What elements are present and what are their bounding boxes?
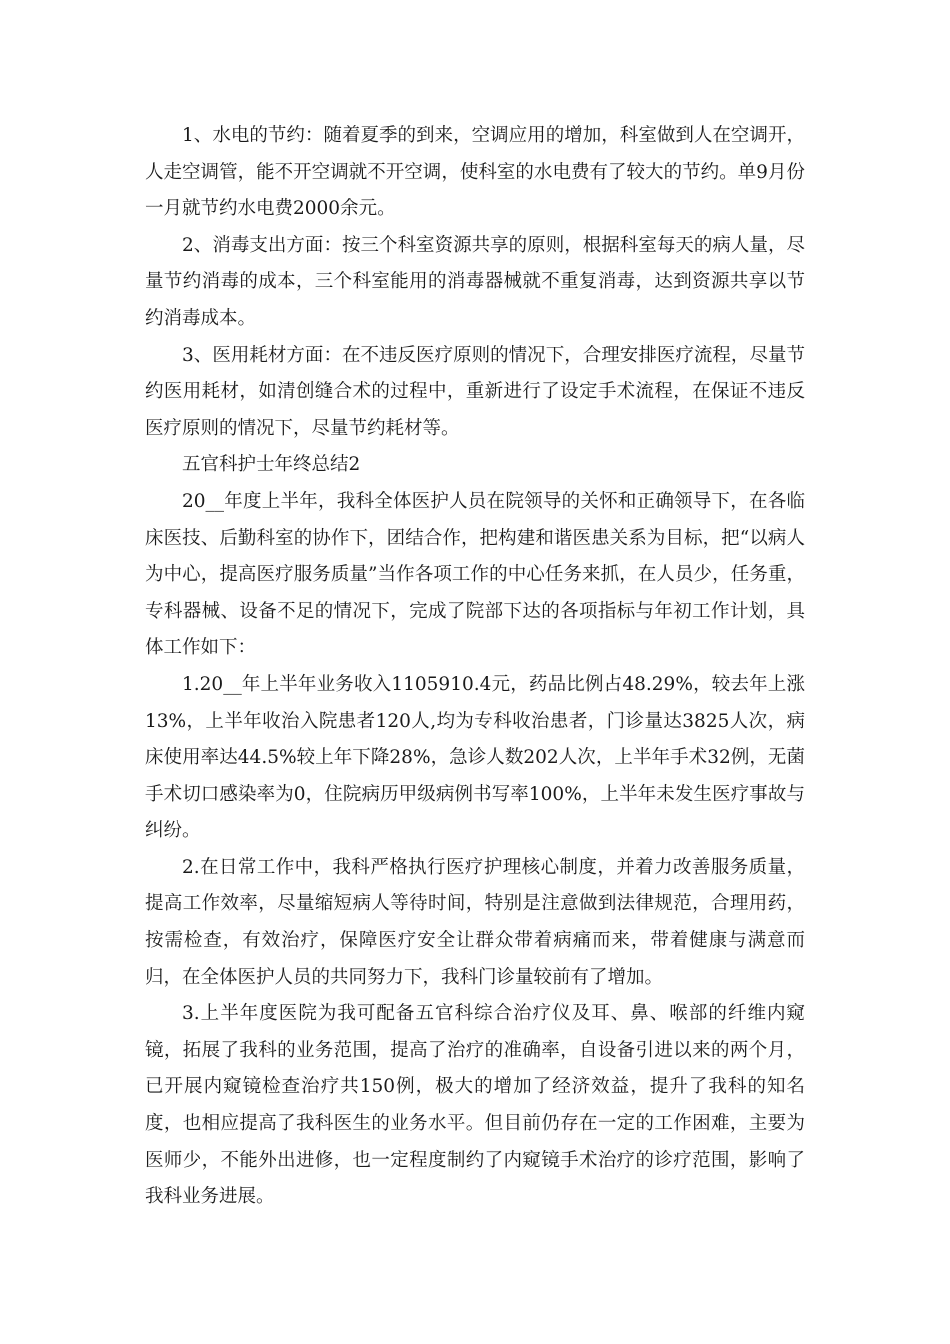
paragraph-disinfection-cost: 2、消毒支出方面：按三个科室资源共享的原则，根据科室每天的病人量，尽量节约消毒的成本，三个科室能用的消毒器械就不重复消毒，达到资源共享以节约消毒成本。 xyxy=(145,234,805,329)
paragraph-item-3: 3.上半年度医院为我可配备五官科综合治疗仪及耳、鼻、喉部的纤维内窥镜，拓展了我科的业务范围，提高了治疗的准确率，自设备引进以来的两个月，已开展内窥镜检查治疗共150例，极大的增加了经济效益，提升了我科的知名度，也相应提高了我科医生的业务水平。但目前仍存在一定的工作困难，主要为医师少，不能外出进修，也一定程度制约了内窥镜手术治疗的诊疗范围，影响了我科业务进展。 xyxy=(145,1003,805,1208)
paragraph-utilities-saving: 1、水电的节约：随着夏季的到来，空调应用的增加，科室做到人在空调开，人走空调管，能不开空调就不开空调，使科室的水电费有了较大的节约。单9月份一月就节约水电费2000余元。 xyxy=(145,125,805,220)
paragraph-item-1: 1.20__年上半年业务收入1105910.4元，药品比例占48.29%，较去年上涨13%，上半年收治入院患者120人,均为专科收治患者，门诊量达3825人次，病床使用率达44.5%较上年下降28%，急诊人数202人次，上半年手术32例，无菌手术切口感染率为0，住院病历甲级病例书写率100%，上半年未发生医疗事故与纠纷。 xyxy=(145,673,805,842)
paragraph-intro: 20__年度上半年，我科全体医护人员在院领导的关怀和正确领导下，在各临床医技、后勤科室的协作下，团结合作，把构建和谐医患关系为目标，把“以病人为中心，提高医疗服务质量”当作各项工作的中心任务来抓，在人员少，任务重，专科器械、设备不足的情况下，完成了院部下达的各项指标与年初工作计划，具体工作如下： xyxy=(145,490,805,659)
document-body xyxy=(145,118,805,1216)
paragraph-item-2: 2.在日常工作中，我科严格执行医疗护理核心制度，并着力改善服务质量，提高工作效率，尽量缩短病人等待时间，特别是注意做到法律规范，合理用药，按需检查，有效治疗，保障医疗安全让群众带着病痛而来，带着健康与满意而归，在全体医护人员的共同努力下，我科门诊量较前有了增加。 xyxy=(145,856,805,988)
paragraph-medical-consumables: 3、医用耗材方面：在不违反医疗原则的情况下，合理安排医疗流程，尽量节约医用耗材，如清创缝合术的过程中，重新进行了设定手术流程，在保证不违反医疗原则的情况下，尽量节约耗材等。 xyxy=(145,344,805,439)
section-heading: 五官科护士年终总结2 xyxy=(182,454,361,476)
